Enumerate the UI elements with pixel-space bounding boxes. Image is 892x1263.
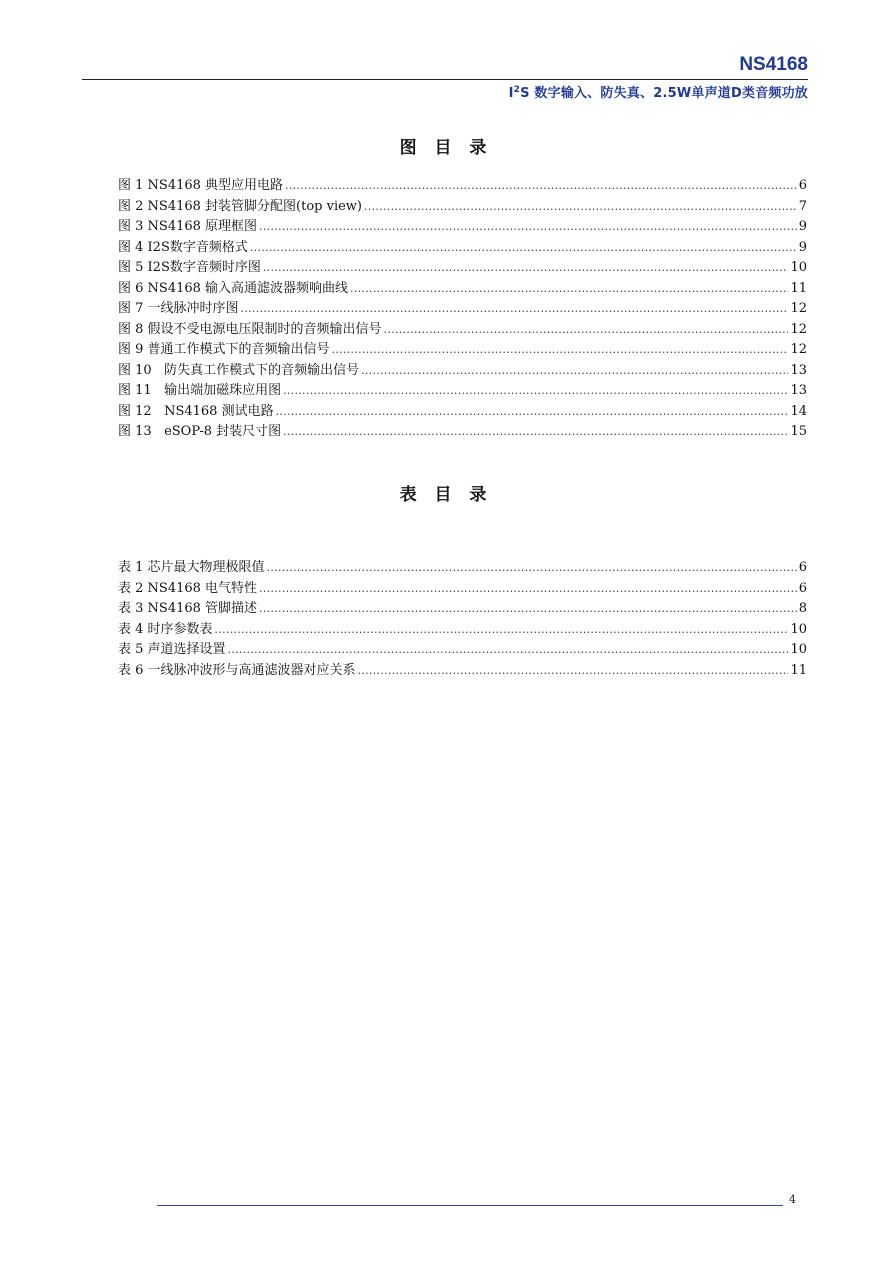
toc-entry-label: 图 13 eSOP-8 封装尺寸图: [118, 424, 282, 439]
toc-entry-page: 6: [798, 178, 807, 193]
toc-entry-page: 12: [790, 342, 807, 357]
toc-entry-label: 表 4 时序参数表: [118, 621, 213, 637]
toc-dot-leader: [263, 258, 789, 279]
toc-entry-label: 图 4 I2S数字音频格式: [118, 239, 248, 255]
toc-entry[interactable]: [118, 361, 807, 382]
toc-entry-label: 图 9 普通工作模式下的音频输出信号: [118, 342, 330, 357]
toc-dot-leader: [259, 579, 797, 600]
toc-entry[interactable]: [118, 620, 807, 641]
toc-entry-label: 图 2 NS4168 封装管脚分配图(top view): [118, 198, 363, 214]
toc-entry-label: 表 5 声道选择设置: [118, 642, 226, 657]
toc-entry-label: 图 11 输出端加磁珠应用图: [118, 383, 282, 398]
figures-toc-list: [118, 176, 807, 443]
toc-entry-page: 10: [790, 621, 807, 637]
toc-entry-label: 表 2 NS4168 电气特性: [118, 580, 258, 596]
toc-entry-page: 9: [798, 239, 807, 255]
toc-entry[interactable]: [118, 238, 807, 259]
product-title: NS4168: [739, 54, 808, 75]
tables-toc-heading: 表 目 录: [399, 485, 493, 505]
toc-dot-leader: [358, 661, 789, 682]
toc-entry[interactable]: [118, 320, 807, 341]
toc-dot-leader: [332, 340, 789, 361]
toc-entry-page: 11: [790, 280, 807, 296]
toc-entry-page: 12: [790, 301, 807, 316]
toc-dot-leader: [283, 422, 788, 443]
toc-entry-label: 图 3 NS4168 原理框图: [118, 219, 258, 234]
toc-dot-leader: [364, 197, 797, 218]
header-divider: [82, 79, 808, 80]
toc-entry[interactable]: [118, 661, 807, 682]
toc-dot-leader: [259, 599, 797, 620]
toc-entry[interactable]: [118, 340, 807, 361]
toc-dot-leader: [350, 279, 788, 300]
subtitle-text: S 数字输入、防失真、2.5W单声道D类音频功放: [520, 86, 808, 101]
toc-entry[interactable]: [118, 197, 807, 218]
toc-entry-label: 图 12 NS4168 测试电路: [118, 403, 274, 419]
toc-entry-label: 图 6 NS4168 输入高通滤波器频响曲线: [118, 280, 349, 296]
toc-dot-leader: [250, 238, 797, 259]
tables-toc-list: [118, 558, 807, 681]
toc-entry-label: 表 6 一线脉冲波形与高通滤波器对应关系: [118, 662, 356, 678]
toc-dot-leader: [283, 381, 788, 402]
toc-entry[interactable]: [118, 258, 807, 279]
toc-entry-page: 12: [790, 321, 807, 337]
toc-dot-leader: [384, 320, 789, 341]
toc-dot-leader: [241, 299, 789, 320]
page-number: 4: [789, 1193, 796, 1206]
toc-dot-leader: [267, 558, 797, 579]
toc-entry-page: 15: [790, 424, 807, 439]
toc-entry[interactable]: [118, 279, 807, 300]
toc-entry[interactable]: [118, 176, 807, 197]
toc-dot-leader: [215, 620, 789, 641]
toc-dot-leader: [361, 361, 788, 382]
toc-entry-label: 图 8 假设不受电源电压限制时的音频输出信号: [118, 321, 382, 337]
toc-entry-page: 6: [798, 560, 807, 575]
toc-entry-page: 10: [790, 642, 807, 657]
toc-entry-page: 6: [798, 580, 807, 596]
toc-entry-label: 表 3 NS4168 管脚描述: [118, 601, 258, 616]
toc-entry[interactable]: [118, 422, 807, 443]
toc-entry-label: 图 7 一线脉冲时序图: [118, 301, 239, 316]
toc-entry[interactable]: [118, 299, 807, 320]
toc-entry-page: 11: [790, 662, 807, 678]
subtitle-superscript: 2: [513, 85, 521, 95]
toc-dot-leader: [285, 176, 797, 197]
toc-entry-label: 图 5 I2S数字音频时序图: [118, 260, 261, 275]
toc-entry-page: 13: [790, 362, 807, 378]
toc-entry-page: 7: [798, 198, 807, 214]
toc-entry-page: 9: [798, 219, 807, 234]
toc-entry-label: 图 1 NS4168 典型应用电路: [118, 178, 284, 193]
toc-entry-page: 10: [790, 260, 807, 275]
toc-entry[interactable]: [118, 558, 807, 579]
toc-entry[interactable]: [118, 579, 807, 600]
toc-entry[interactable]: [118, 381, 807, 402]
product-subtitle: [509, 82, 808, 101]
toc-dot-leader: [259, 217, 797, 238]
toc-entry[interactable]: [118, 640, 807, 661]
toc-entry-page: 14: [790, 403, 807, 419]
toc-entry-label: 图 10 防失真工作模式下的音频输出信号: [118, 362, 360, 378]
toc-entry[interactable]: [118, 217, 807, 238]
footer-divider: [157, 1205, 783, 1206]
toc-entry-page: 13: [790, 383, 807, 398]
subtitle-prefix: I: [508, 86, 514, 101]
toc-entry[interactable]: [118, 599, 807, 620]
toc-entry-page: 8: [798, 601, 807, 616]
toc-dot-leader: [276, 402, 789, 423]
figures-toc-heading: 图 目 录: [399, 138, 493, 158]
toc-dot-leader: [228, 640, 789, 661]
toc-entry-label: 表 1 芯片最大物理极限值: [118, 560, 265, 575]
toc-entry[interactable]: [118, 402, 807, 423]
